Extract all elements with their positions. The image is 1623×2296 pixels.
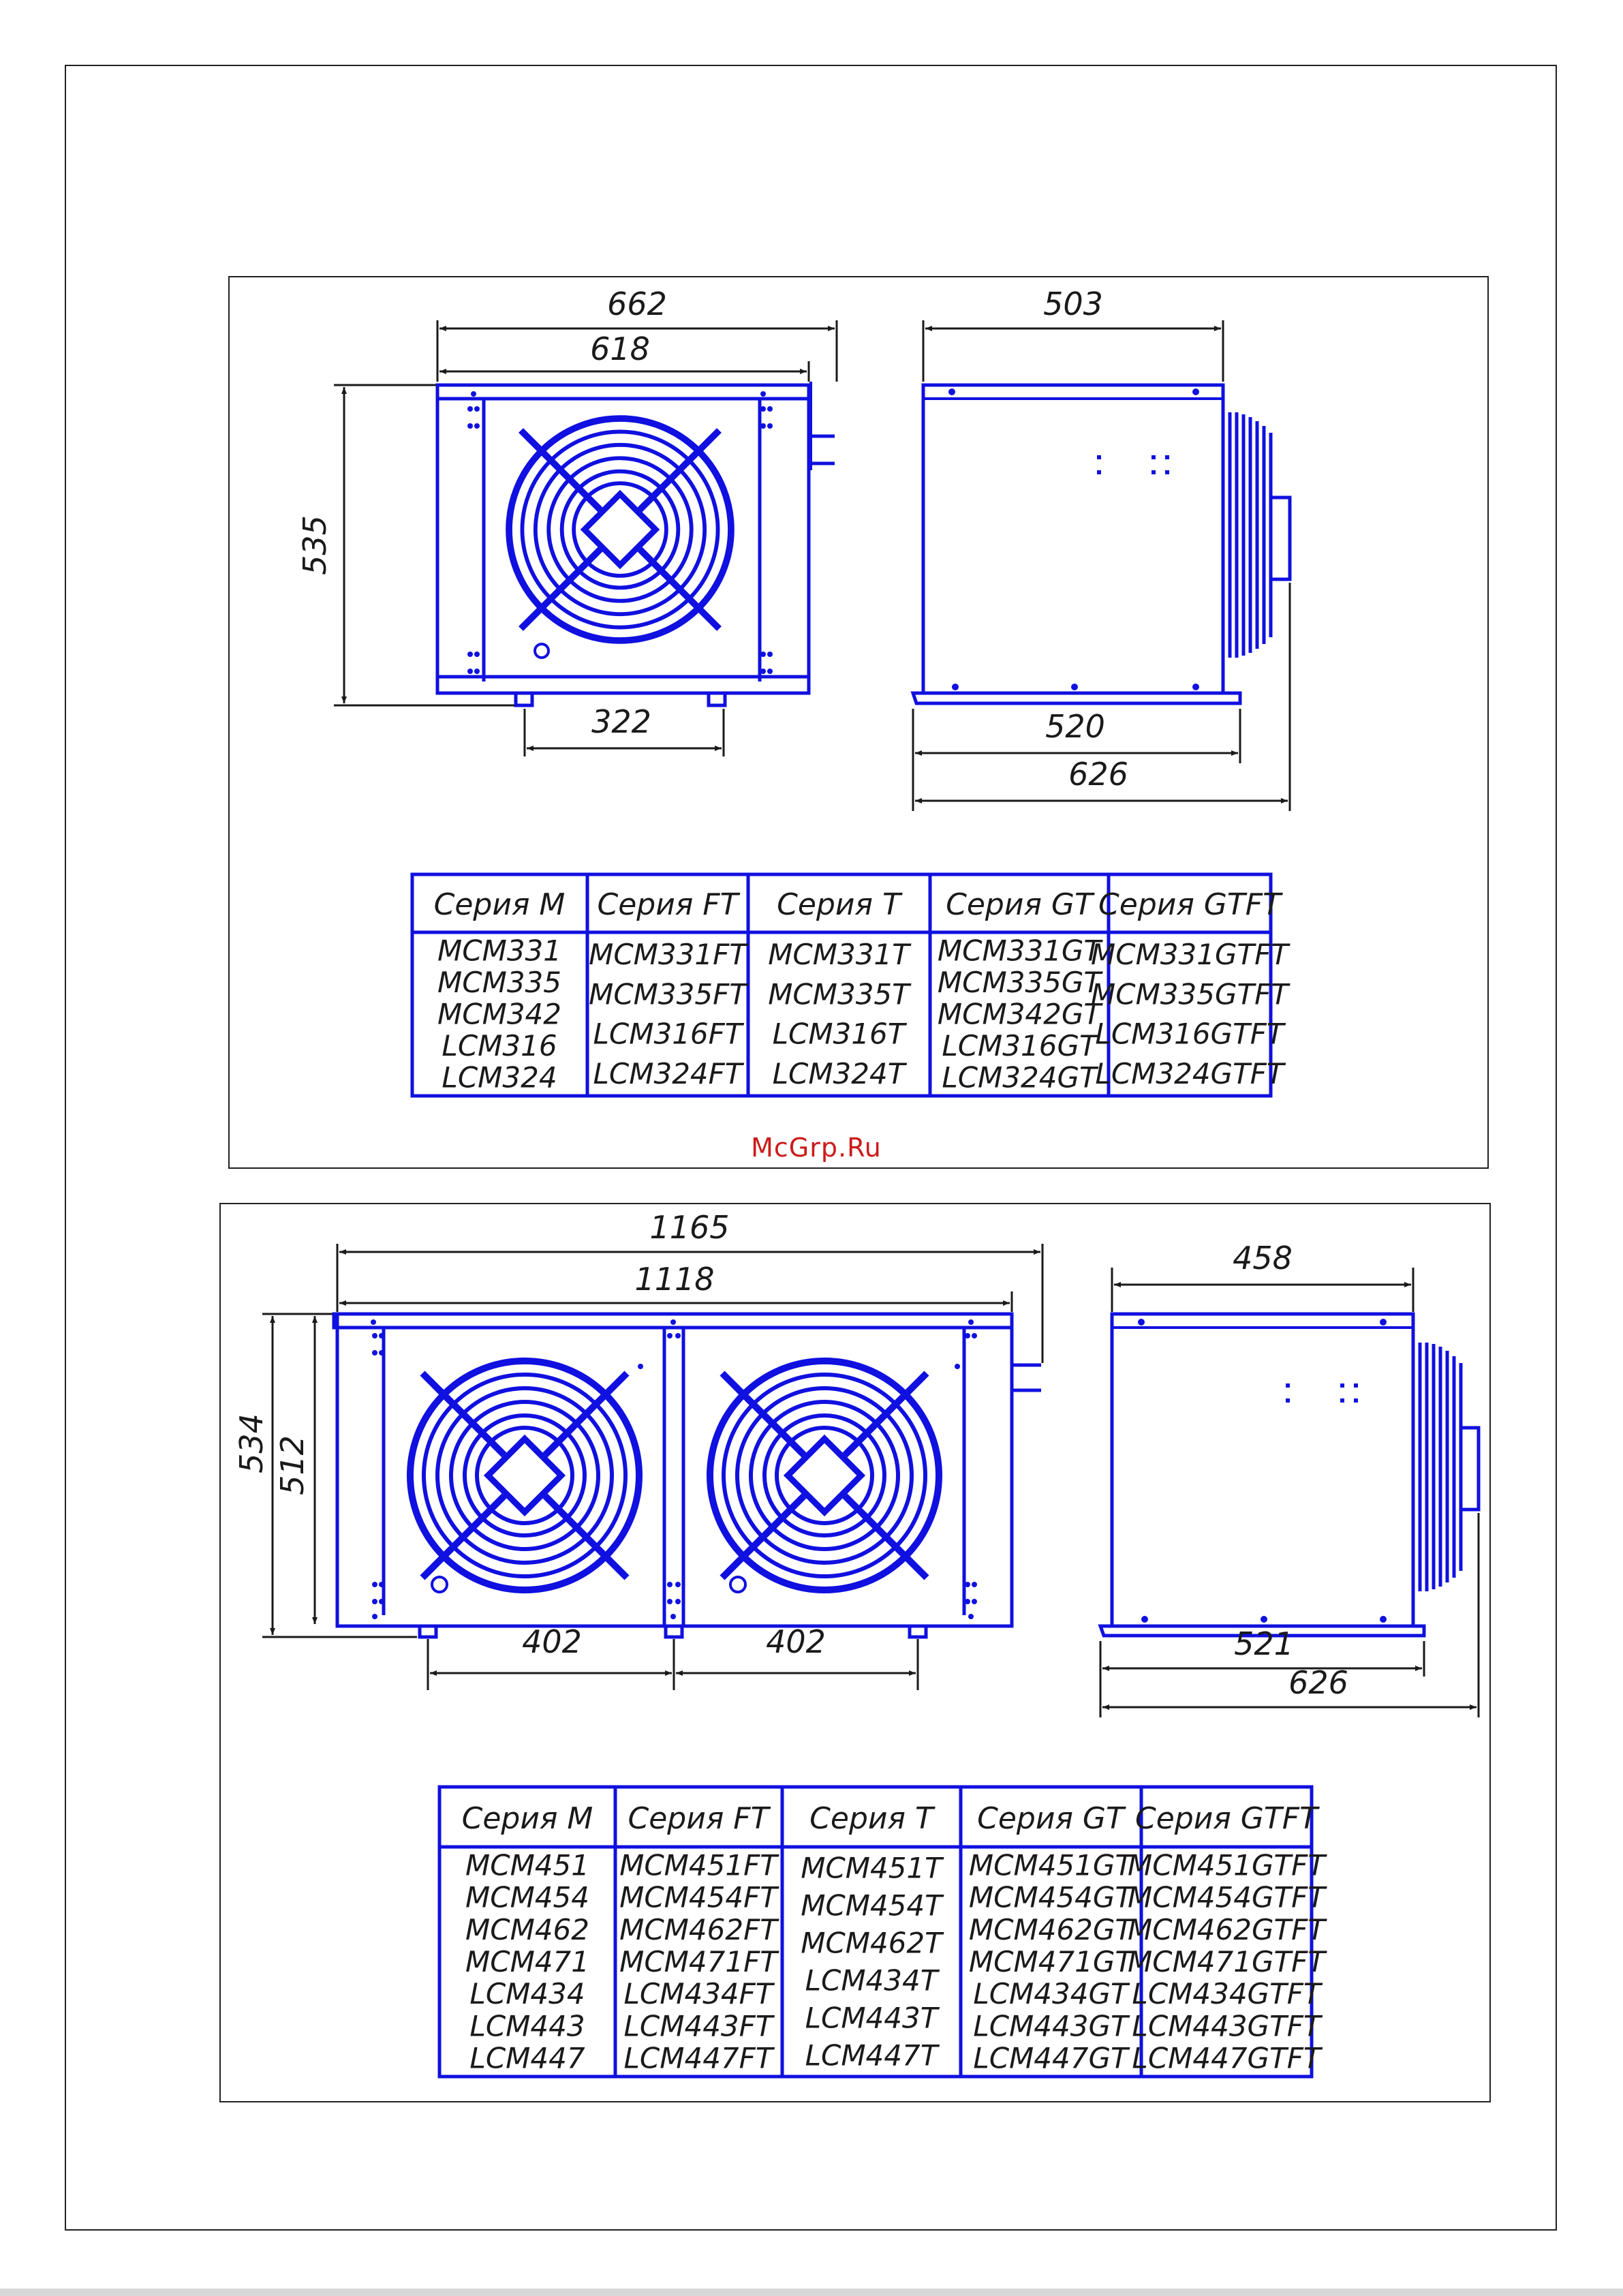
table-cell: MCM454GTFT: [1128, 1880, 1325, 1914]
top-side-dimensions: [913, 286, 1290, 811]
dim-662: 662: [607, 286, 667, 322]
table-cell: MCM454T: [801, 1888, 942, 1923]
top-side-view: [913, 385, 1290, 703]
table-cell: MCM342GT: [937, 997, 1102, 1031]
dim-534: 534: [233, 1413, 270, 1473]
table-cell: MCM451GTFT: [1128, 1848, 1325, 1882]
dim-626: 626: [1068, 756, 1128, 793]
table-cell: MCM462FT: [619, 1912, 777, 1946]
table-cell: MCM471GTFT: [1128, 1945, 1325, 1978]
dim-402-right: 402: [766, 1623, 826, 1660]
top-model-table: [412, 874, 1290, 1096]
table-cell: LCM443: [469, 2009, 585, 2043]
dim-402-left: 402: [522, 1623, 582, 1660]
table-cell: MCM471: [465, 1945, 589, 1978]
table-cell: MCM331FT: [589, 938, 747, 972]
dim-322: 322: [591, 703, 651, 740]
table-header: Серия FT: [597, 887, 739, 922]
table-cell: LCM447GT: [973, 2041, 1128, 2075]
dim-521: 521: [1234, 1625, 1294, 1662]
bottom-model-table: [439, 1787, 1327, 2077]
table-cell: MCM335GT: [937, 965, 1102, 999]
table-cell: LCM316: [442, 1029, 557, 1063]
table-cell: MCM471GT: [968, 1945, 1133, 1978]
dim-458: 458: [1233, 1240, 1293, 1276]
table-cell: LCM324GT: [942, 1060, 1097, 1095]
dim-618: 618: [590, 331, 650, 367]
table-cell: MCM331GT: [937, 934, 1102, 968]
table-cell: LCM443FT: [623, 2009, 773, 2043]
table-cell: LCM443GT: [973, 2009, 1128, 2043]
top-fan-icon: [509, 418, 731, 641]
table-cell: LCM443GTFT: [1132, 2009, 1321, 2043]
table-cell: MCM335T: [768, 977, 910, 1011]
table-cell: MCM331T: [768, 938, 910, 972]
dim-512: 512: [274, 1435, 311, 1495]
table-cell: LCM443T: [805, 2001, 938, 2035]
table-cell: LCM447GTFT: [1132, 2041, 1321, 2075]
watermark: McGrp.Ru: [751, 1133, 882, 1163]
table-cell: LCM324FT: [593, 1056, 743, 1090]
table-header: Серия GTFT: [1135, 1801, 1318, 1836]
table-cell: LCM447FT: [623, 2041, 773, 2075]
table-header: Серия GTFT: [1098, 887, 1281, 922]
top-front-dimensions: [296, 286, 837, 756]
table-cell: LCM434T: [805, 1963, 938, 1997]
table-cell: MCM451T: [801, 1851, 942, 1885]
dim-626: 626: [1288, 1664, 1348, 1701]
table-cell: LCM324T: [772, 1056, 906, 1090]
bottom-front-view: [334, 1314, 1041, 1637]
table-header: Серия FT: [628, 1801, 769, 1836]
table-cell: MCM335: [437, 965, 561, 999]
table-cell: MCM342: [437, 997, 561, 1031]
table-cell: MCM462: [465, 1912, 589, 1946]
table-cell: LCM447T: [805, 2038, 938, 2072]
table-cell: MCM451: [465, 1848, 589, 1882]
table-cell: MCM454: [465, 1880, 589, 1914]
dim-503: 503: [1043, 286, 1103, 322]
bottom-fan-left-icon: [410, 1361, 639, 1590]
table-cell: MCM331GTFT: [1091, 938, 1288, 972]
table-cell: LCM324: [442, 1060, 557, 1095]
table-cell: MCM462GTFT: [1128, 1912, 1325, 1946]
bottom-side-view: [1100, 1314, 1479, 1636]
table-cell: MCM335FT: [589, 977, 747, 1011]
table-cell: MCM454GT: [968, 1880, 1133, 1914]
table-header: Серия M: [433, 887, 566, 922]
table-cell: MCM462T: [801, 1926, 942, 1960]
top-front-view: [437, 382, 835, 705]
table-header: Серия GT: [946, 887, 1093, 922]
table-cell: MCM335GTFT: [1091, 977, 1288, 1011]
table-cell: LCM316GT: [942, 1029, 1097, 1063]
dim-1118: 1118: [634, 1261, 715, 1298]
table-cell: LCM434FT: [623, 1977, 773, 2011]
table-header: Серия GT: [977, 1801, 1124, 1836]
table-cell: MCM331: [437, 934, 561, 968]
table-cell: MCM471FT: [619, 1945, 777, 1978]
table-cell: MCM462GT: [968, 1912, 1133, 1946]
table-header: Серия T: [777, 887, 901, 922]
table-cell: MCM451GT: [968, 1848, 1133, 1882]
bottom-fan-right-icon: [710, 1361, 939, 1590]
table-cell: LCM316FT: [593, 1017, 743, 1051]
bottom-edge-strip: [0, 2289, 1623, 2296]
table-cell: LCM324GTFT: [1095, 1056, 1284, 1090]
table-header: Серия T: [809, 1801, 933, 1836]
table-cell: LCM447: [469, 2041, 585, 2075]
bottom-side-dimensions: [1100, 1240, 1479, 1717]
dim-520: 520: [1045, 708, 1105, 745]
table-cell: LCM434GT: [973, 1977, 1128, 2011]
table-cell: LCM316T: [772, 1017, 906, 1051]
table-cell: MCM451FT: [619, 1848, 777, 1882]
dim-535: 535: [296, 515, 333, 575]
dim-1165: 1165: [649, 1209, 730, 1246]
table-cell: LCM434: [469, 1977, 585, 2011]
table-cell: MCM454FT: [619, 1880, 777, 1914]
table-cell: LCM316GTFT: [1095, 1017, 1284, 1051]
table-cell: LCM434GTFT: [1132, 1977, 1321, 2011]
table-header: Серия M: [461, 1801, 593, 1836]
